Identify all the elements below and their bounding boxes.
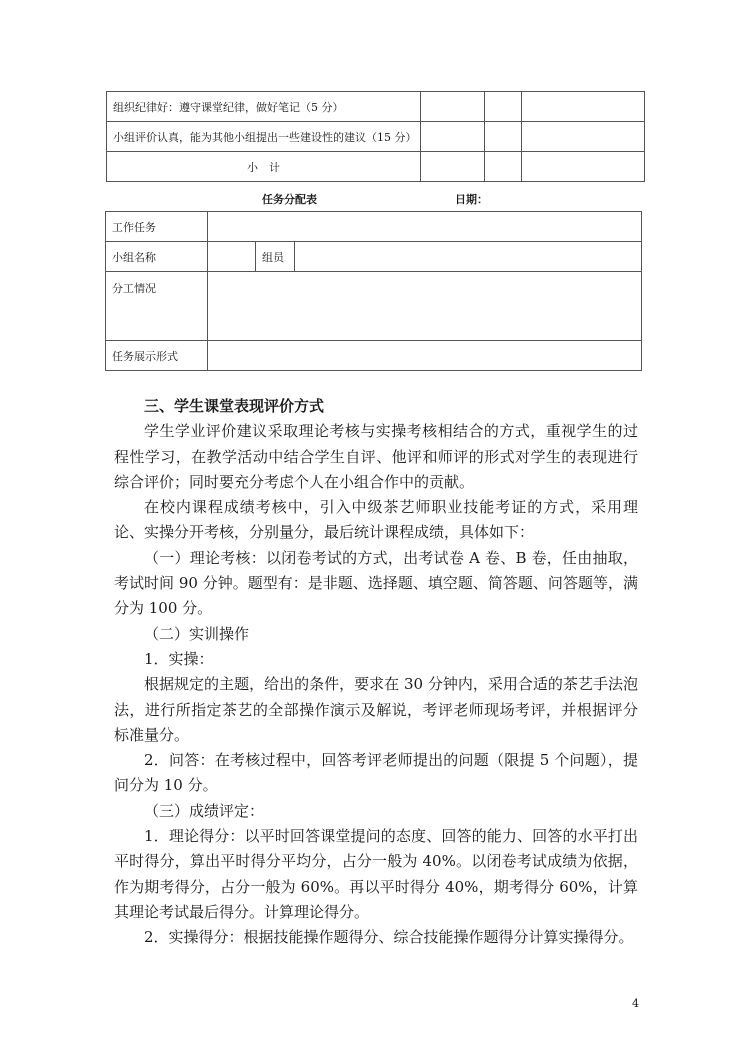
group-name-field[interactable]	[208, 242, 256, 272]
score-cell[interactable]	[522, 122, 645, 152]
paragraph: 1．实操：	[144, 649, 214, 668]
paragraph: 1．理论得分：以平时回答课堂提问的态度、回答的能力、回答的水平打出平时得分，算出平时得分平均分，占分一般为 40%。以闭卷考试成绩为依据，作为期考得分，占分一般为 60%。再以平时得分 40%，期考得分 60%，计算其理论考试最后得分。计算理论得分。	[114, 827, 638, 921]
score-cell[interactable]	[421, 152, 485, 182]
criterion-cell: 组织纪律好：遵守课堂纪律，做好笔记（5 分）	[107, 92, 421, 122]
table-row	[106, 242, 642, 272]
task-assignment-table	[105, 211, 642, 371]
paragraph: （一）理论考核：以闭卷考试的方式，出考试卷 A 卷、B 卷，任由抽取，考试时间 90 分钟。题型有：是非题、选择题、填空题、简答题、问答题等，满分为 100 分。	[114, 548, 638, 618]
paragraph: （二）实训操作	[144, 624, 250, 643]
paragraph: 学生学业评价建议采取理论考核与实操考核相结合的方式，重视学生的过程性学习，在教学活动中结合学生自评、他评和师评的形式对学生的表现进行综合评价；同时要充分考虑个人在小组合作中的贡献。	[114, 422, 638, 491]
members-field[interactable]	[295, 242, 642, 272]
table-row	[106, 341, 642, 371]
score-cell[interactable]	[421, 122, 485, 152]
display-form-field[interactable]	[208, 341, 642, 371]
task-table-title: 任务分配表	[262, 193, 317, 206]
table-row	[107, 152, 645, 182]
subtotal-label: 小 计	[107, 152, 421, 182]
score-cell[interactable]	[485, 92, 522, 122]
division-field[interactable]	[208, 272, 642, 341]
score-cell[interactable]	[485, 122, 522, 152]
table-row	[107, 92, 645, 122]
table-row	[106, 272, 642, 341]
score-cell[interactable]	[522, 152, 645, 182]
score-cell[interactable]	[421, 92, 485, 122]
paragraph: 2．实操得分：根据技能操作题得分、综合技能操作题得分计算实操得分。	[144, 928, 634, 947]
group-name-label: 小组名称	[106, 242, 208, 272]
work-task-label: 工作任务	[106, 212, 208, 242]
paragraph: （三）成绩评定：	[144, 801, 265, 820]
table-row	[106, 212, 642, 242]
score-table	[106, 91, 645, 182]
criterion-cell: 小组评价认真，能为其他小组提出一些建设性的建议（15 分）	[107, 122, 421, 152]
work-task-field[interactable]	[208, 212, 642, 242]
table-row	[107, 122, 645, 152]
page-number: 4	[632, 997, 639, 1010]
display-form-label: 任务展示形式	[106, 341, 208, 371]
evaluation-section	[114, 394, 638, 951]
division-label: 分工情况	[106, 272, 208, 341]
score-cell[interactable]	[522, 92, 645, 122]
score-cell[interactable]	[485, 152, 522, 182]
paragraph: 在校内课程成绩考核中，引入中级茶艺师职业技能考证的方式，采用理论、实操分开考核，分别量分，最后统计课程成绩，具体如下：	[114, 498, 638, 542]
date-label: 日期：	[455, 193, 488, 206]
paragraph: 2．问答：在考核过程中，回答考评老师提出的问题（限提 5 个问题），提问分为 10 分。	[114, 751, 638, 795]
members-label: 组员	[256, 242, 295, 272]
section-heading: 三、学生课堂表现评价方式	[144, 397, 325, 415]
paragraph: 根据规定的主题，给出的条件，要求在 30 分钟内，采用合适的茶艺手法泡法，进行所指定茶艺的全部操作演示及解说，考评老师现场考评，并根据评分标准量分。	[114, 675, 638, 744]
